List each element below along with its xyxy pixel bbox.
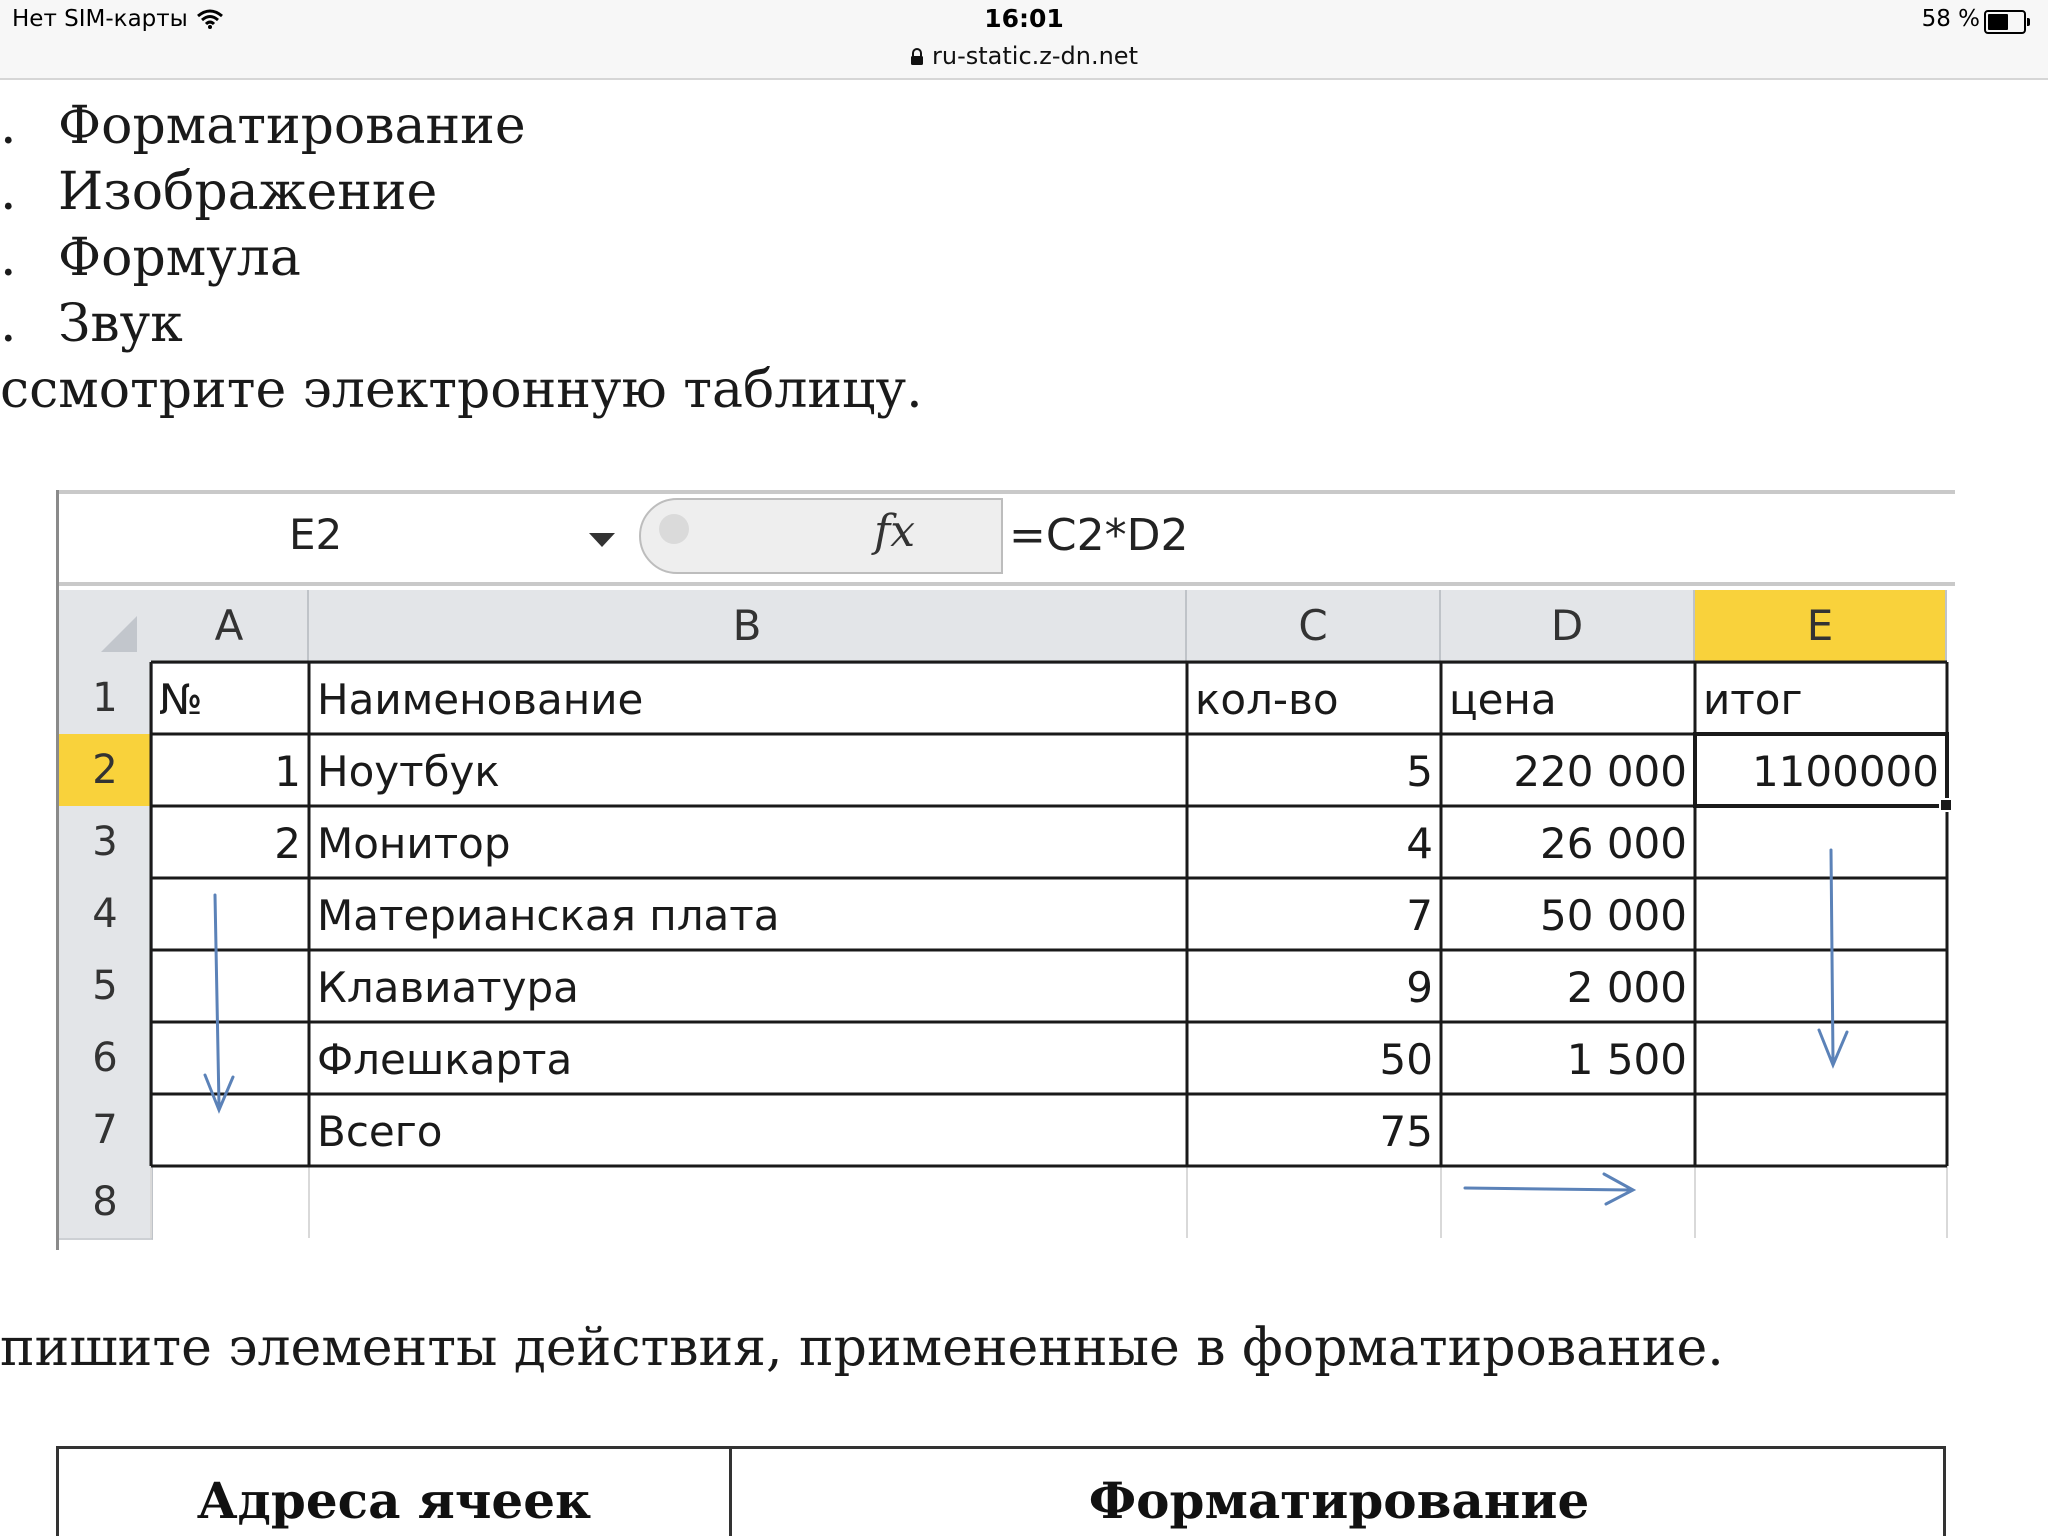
cell-e2[interactable]: 1100000 (1751, 747, 1939, 796)
table-header-addresses: Адреса ячеек (196, 1471, 592, 1530)
option-text: Звук (58, 294, 183, 354)
cell-a1[interactable]: № (159, 675, 203, 724)
cell-e1[interactable]: итог (1703, 675, 1803, 724)
option-marker: . (0, 228, 17, 288)
row-header-2[interactable]: 2 (59, 734, 153, 808)
table-header-formatting: Форматирование (1088, 1471, 1590, 1530)
name-box-value: E2 (289, 510, 343, 559)
fill-arrows (59, 590, 1967, 1258)
instruction-text: ссмотрите электронную таблицу. (0, 360, 923, 420)
row-header-1[interactable]: 1 (59, 662, 153, 736)
cell-b4[interactable]: Материанская плата (317, 891, 780, 940)
cell-b2[interactable]: Ноутбук (317, 747, 500, 796)
cell-d4[interactable]: 50 000 (1540, 891, 1687, 940)
column-header-e[interactable]: E (1695, 590, 1947, 664)
cell-d2[interactable]: 220 000 (1513, 747, 1687, 796)
row-header-6[interactable]: 6 (59, 1022, 153, 1096)
cell-c6[interactable]: 50 (1379, 1035, 1433, 1084)
cell-c4[interactable]: 7 (1406, 891, 1433, 940)
dropdown-arrow-icon[interactable] (589, 532, 615, 551)
cell-c2[interactable]: 5 (1406, 747, 1433, 796)
answer-table (56, 1446, 1946, 1536)
cell-a3[interactable]: 2 (274, 819, 301, 868)
cell-c1[interactable]: кол-во (1195, 675, 1339, 724)
name-box[interactable] (59, 494, 639, 574)
cell-b6[interactable]: Флешкарта (317, 1035, 573, 1084)
column-header-a[interactable]: A (151, 590, 309, 664)
row-header-3[interactable]: 3 (59, 806, 153, 880)
cell-b5[interactable]: Клавиатура (317, 963, 579, 1012)
row-header-4[interactable]: 4 (59, 878, 153, 952)
column-header-d[interactable]: D (1441, 590, 1695, 664)
status-bar (0, 0, 2048, 80)
carrier-label: Нет SIM-карты (12, 6, 188, 32)
row-header-8[interactable]: 8 (59, 1166, 153, 1240)
row-header-5[interactable]: 5 (59, 950, 153, 1024)
cell-b3[interactable]: Монитор (317, 819, 511, 868)
url-text: ru-static.z-dn.net (932, 42, 1138, 70)
cell-d1[interactable]: цена (1449, 675, 1557, 724)
battery-percent: 58 % (1921, 6, 1980, 32)
battery-icon (1984, 10, 2026, 34)
cell-c7[interactable]: 75 (1379, 1107, 1433, 1156)
cell-a2[interactable]: 1 (274, 747, 301, 796)
resize-handle[interactable] (659, 514, 689, 544)
right-arrow-icon (1465, 1174, 1633, 1204)
address-bar[interactable] (0, 42, 2048, 72)
down-arrow-icon (205, 895, 233, 1110)
formula-bar-divider (639, 498, 1003, 574)
spreadsheet-image (56, 490, 1955, 1250)
cell-c3[interactable]: 4 (1406, 819, 1433, 868)
cell-d3[interactable]: 26 000 (1540, 819, 1687, 868)
cell-b7[interactable]: Всего (317, 1107, 443, 1156)
cell-d6[interactable]: 1 500 (1566, 1035, 1687, 1084)
formula-bar (59, 490, 1955, 586)
option-marker: . (0, 294, 17, 354)
cell-d5[interactable]: 2 000 (1566, 963, 1687, 1012)
cell-b1[interactable]: Наименование (317, 675, 644, 724)
column-header-b[interactable]: B (309, 590, 1187, 664)
insert-function-icon[interactable]: fx (874, 506, 916, 557)
option-marker: . (0, 96, 17, 156)
option-text: Изображение (58, 162, 438, 222)
down-arrow-icon (1819, 850, 1847, 1065)
option-text: Форматирование (58, 96, 526, 156)
clock: 16:01 (984, 4, 1064, 33)
column-header-c[interactable]: C (1187, 590, 1441, 664)
row-header-7[interactable]: 7 (59, 1094, 153, 1168)
formula-text[interactable]: =C2*D2 (1009, 510, 1189, 561)
cell-c5[interactable]: 9 (1406, 963, 1433, 1012)
option-marker: . (0, 162, 17, 222)
option-text: Формула (58, 228, 301, 288)
lock-icon (910, 44, 924, 72)
instruction-text: пишите элементы действия, примененные в форматирование. (0, 1318, 1724, 1378)
